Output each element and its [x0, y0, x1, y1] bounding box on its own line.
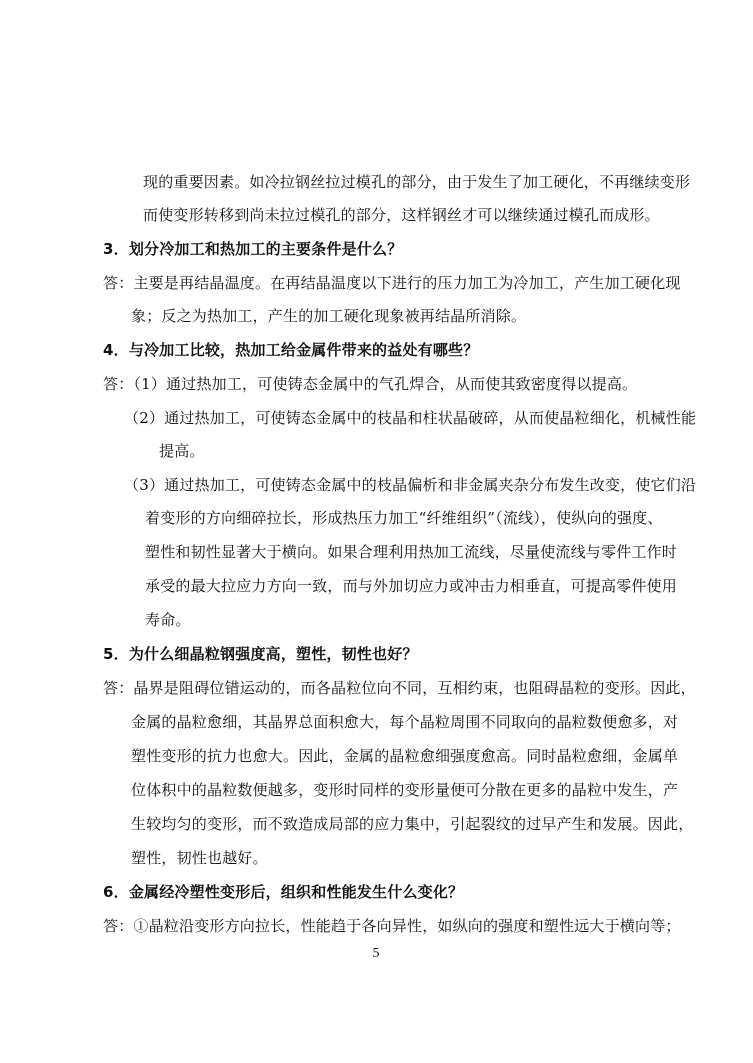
text-line: 提高。: [159, 442, 205, 460]
text-line: 位体积中的晶粒数便越多，变形时同样的变形量便可分散在更多的晶粒中发生，产: [131, 781, 679, 799]
text-line: 现的重要因素。如冷拉钢丝拉过模孔的部分，由于发生了加工硬化，不再继续变形: [143, 173, 691, 191]
answer-line: 答：主要是再结晶温度。在再结晶温度以下进行的压力加工为冷加工，产生加工硬化现: [103, 274, 681, 292]
text-line: 金属的晶粒愈细，其晶界总面积愈大，每个晶粒周围不同取向的晶粒数便愈多，对: [131, 713, 679, 731]
page-number: 5: [372, 946, 380, 961]
list-item-2: （2）通过热加工，可使铸态金属中的枝晶和柱状晶破碎，从而使晶粒细化，机械性能: [124, 409, 697, 427]
text-line: 寿命。: [145, 611, 191, 629]
text-line: 承受的最大拉应力方向一致，而与外加切应力或冲击力相垂直，可提高零件使用: [145, 577, 678, 595]
answer-line: 答：晶界是阻碍位错运动的，而各晶粒位向不同，互相约束，也阻碍晶粒的变形。因此，: [103, 679, 696, 697]
text-line: 塑性变形的抗力也愈大。因此，金属的晶粒愈细强度愈高。同时晶粒愈细，金属单: [131, 747, 679, 765]
question-heading-4: 4．与冷加工比较，热加工给金属件带来的益处有哪些？: [103, 341, 479, 359]
question-heading-6: 6．金属经冷塑性变形后，组织和性能发生什么变化？: [103, 883, 464, 901]
text-line: 生较均匀的变形，而不致造成局部的应力集中，引起裂纹的过早产生和发展。因此，: [131, 815, 694, 833]
list-item-3: （3）通过热加工，可使铸态金属中的枝晶偏析和非金属夹杂分布发生改变，使它们沿: [124, 476, 697, 494]
question-heading-5: 5．为什么细晶粒钢强度高，塑性，韧性也好？: [103, 645, 418, 663]
text-line: 塑性和韧性显著大于横向。如果合理利用热加工流线，尽量使流线与零件工作时: [145, 543, 678, 561]
text-line: 而使变形转移到尚未拉过模孔的部分，这样钢丝才可以继续通过模孔而成形。: [143, 206, 660, 224]
answer-line: 答：（1）通过热加工，可使铸态金属中的气孔焊合，从而使其致密度得以提高。: [103, 375, 638, 393]
text-line: 着变形的方向细碎拉长，形成热压力加工“纤维组织”（流线），使纵向的强度、: [145, 509, 663, 527]
question-heading-3: 3．划分冷加工和热加工的主要条件是什么？: [103, 240, 403, 258]
text-line: 象；反之为热加工，产生的加工硬化现象被再结晶所消除。: [131, 307, 527, 325]
text-line: 塑性，韧性也越好。: [131, 849, 268, 867]
answer-line: 答：①晶粒沿变形方向拉长，性能趋于各向异性，如纵向的强度和塑性远大于横向等；: [103, 917, 681, 935]
